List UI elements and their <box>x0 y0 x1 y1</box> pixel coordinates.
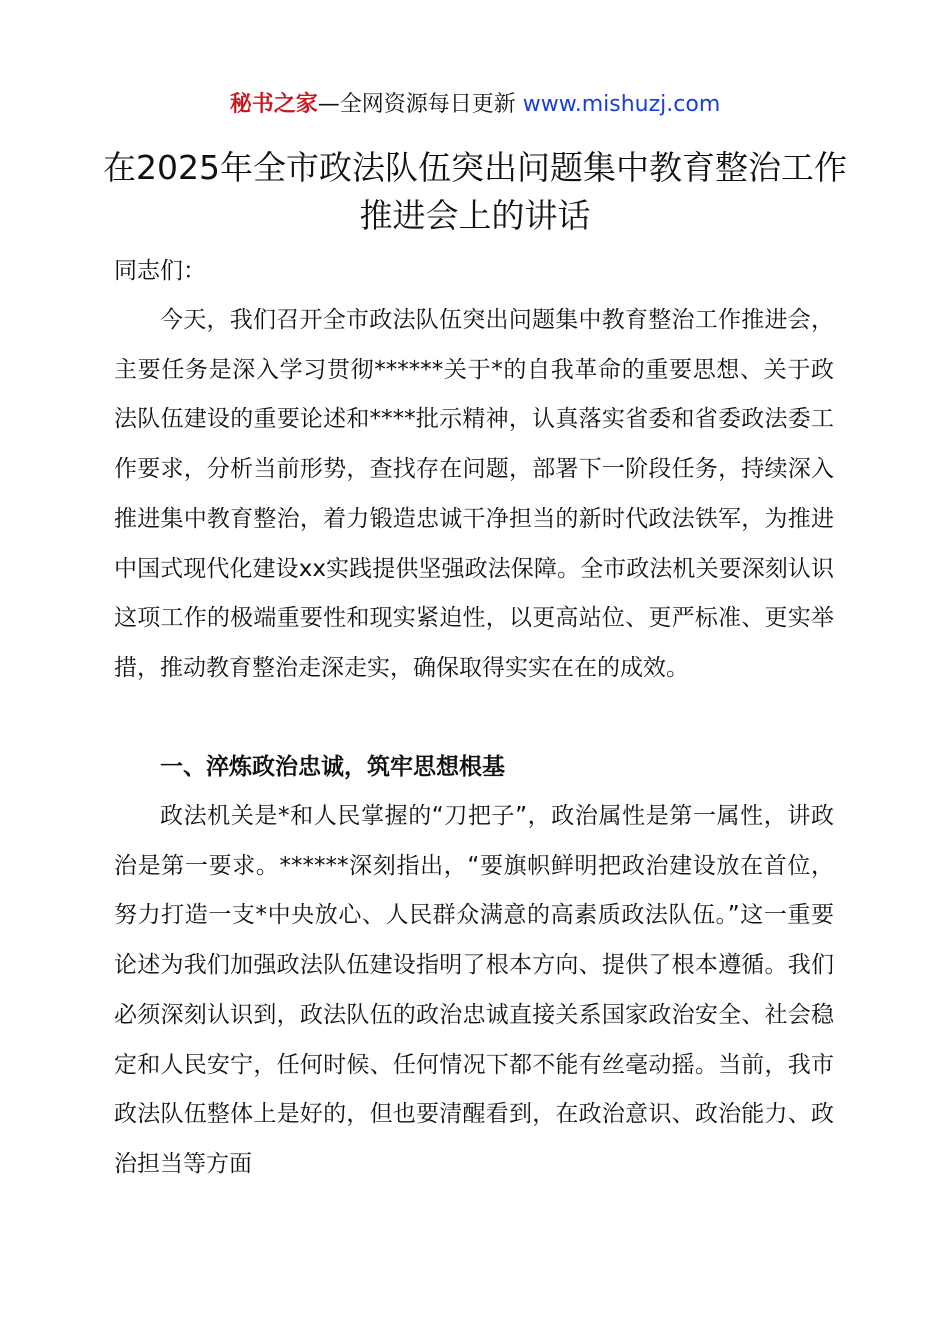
brand-name: 秘书之家 <box>229 92 318 117</box>
section-heading: 一、淬炼政治忠诚，筑牢思想根基 <box>160 754 505 780</box>
document-title: 在2025年全市政法队伍突出问题集中教育整治工作推进会上的讲话 <box>103 148 847 235</box>
section-paragraph: 政法机关是*和人民掌握的“刀把子”，政治属性是第一属性，讲政治是第一要求。******深刻指出，“要旗帜鲜明把政治建设放在首位，努力打造一支*中央放心、人民群众满意的高素质政法队伍。”这一重要论述为我们加强政法队伍建设指明了根本方向、提供了根本遵循。我们必须深刻认识到，政法队伍的政治忠诚直接关系国家政治安全、社会稳定和人民安宁，任何时候、任何情况下都不能有丝毫动摇。当前，我市政法队伍整体上是好的，但也要清醒看到，在政治意识、政治能力、政治担当等方面 <box>114 803 834 1177</box>
header-tagline: —全网资源每日更新 <box>317 92 516 117</box>
body-paragraph: 今天，我们召开全市政法队伍突出问题集中教育整治工作推进会，主要任务是深入学习贯彻******关于*的自我革命的重要思想、关于政法队伍建设的重要论述和****批示精神，认真落实省委和省委政法委工作要求，分析当前形势，查找存在问题，部署下一阶段任务，持续深入推进集中教育整治，着力锻造忠诚干净担当的新时代政法铁军，为推进中国式现代化建设xx实践提供坚强政法保障。全市政法机关要深刻认识这项工作的极端重要性和现实紧迫性，以更高站位、更严标准、更实举措，推动教育整治走深走实，确保取得实实在在的成效。 <box>114 307 834 681</box>
site-header <box>0 88 950 122</box>
site-url-link[interactable]: www.mishuzj.com <box>522 92 721 117</box>
salutation: 同志们： <box>114 258 206 284</box>
